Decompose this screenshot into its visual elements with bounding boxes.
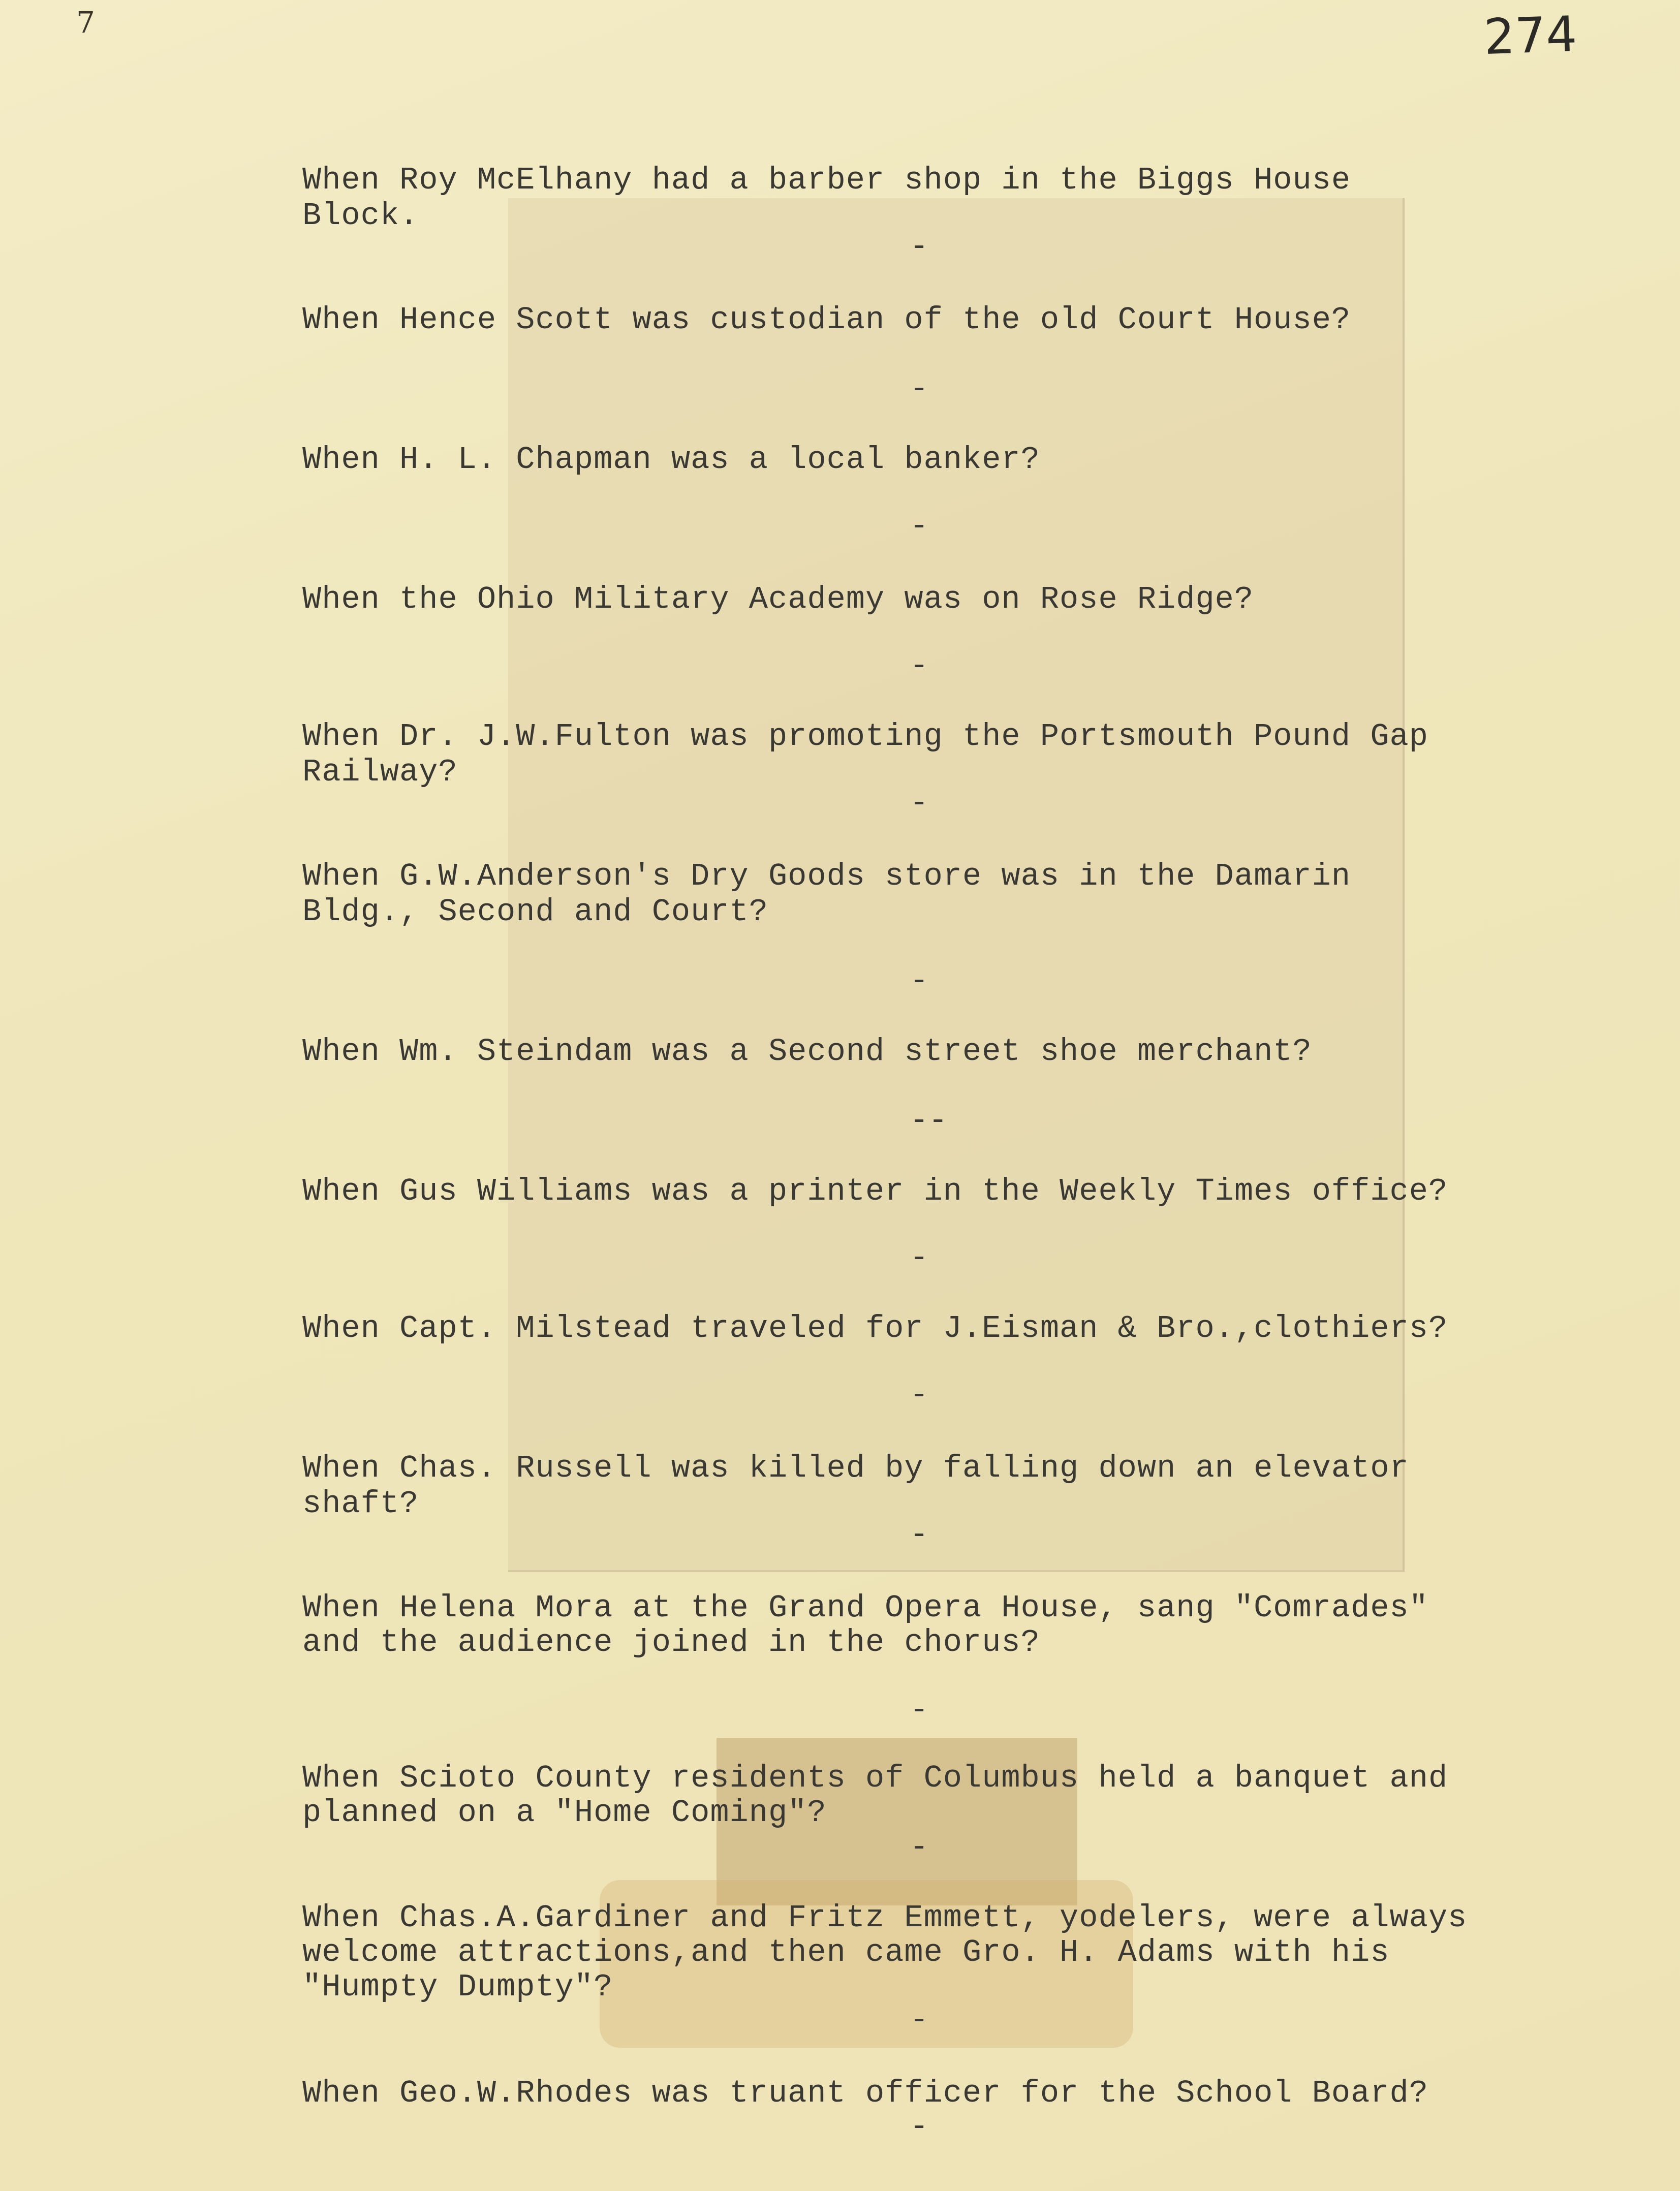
entry-line: When Capt. Milstead traveled for J.Eisman & Bro.,clothiers? — [302, 1310, 1448, 1347]
entry-line: When Dr. J.W.Fulton was promoting the Portsmouth Pound Gap — [302, 718, 1428, 755]
entry-separator: - — [910, 648, 929, 684]
corner-number: 7 — [76, 5, 95, 40]
entry-line: When H. L. Chapman was a local banker? — [302, 442, 1040, 478]
entry-line: welcome attractions,and then came Gro. H. Adams with his — [302, 1934, 1390, 1970]
entry-line: When G.W.Anderson's Dry Goods store was in the Damarin — [302, 858, 1351, 894]
entry-line: When Scioto County residents of Columbus held a banquet and — [302, 1760, 1448, 1796]
entry-line: Bldg., Second and Court? — [302, 894, 768, 930]
entry-separator: - — [910, 1517, 929, 1553]
entry-line: Block. — [302, 198, 419, 234]
entry-line: When Roy McElhany had a barber shop in the Biggs House — [302, 162, 1351, 198]
entry-separator: - — [910, 371, 929, 407]
entry-line: When Helena Mora at the Grand Opera House, sang "Comrades" — [302, 1590, 1428, 1626]
entry-separator: - — [910, 2002, 929, 2038]
entry-line: and the audience joined in the chorus? — [302, 1624, 1040, 1661]
entry-separator: - — [910, 1240, 929, 1276]
entry-separator: - — [910, 1377, 929, 1413]
entry-separator: - — [910, 1829, 929, 1865]
entry-separator: - — [910, 1692, 929, 1728]
entry-line: When the Ohio Military Academy was on Rose Ridge? — [302, 581, 1254, 617]
entry-line: When Geo.W.Rhodes was truant officer for the School Board? — [302, 2075, 1428, 2111]
entry-line: "Humpty Dumpty"? — [302, 1969, 613, 2005]
entry-line: When Gus Williams was a printer in the Weekly Times office? — [302, 1173, 1448, 1209]
entry-line: planned on a "Home Coming"? — [302, 1795, 827, 1831]
entry-separator: - — [910, 785, 929, 821]
entry-line: shaft? — [302, 1486, 419, 1522]
entry-line: When Hence Scott was custodian of the old Court House? — [302, 302, 1351, 338]
entry-line: Railway? — [302, 754, 458, 790]
entry-line: When Chas.A.Gardiner and Fritz Emmett, yodelers, were always — [302, 1900, 1468, 1936]
entry-separator: -- — [910, 1103, 948, 1139]
entry-line: When Wm. Steindam was a Second street shoe merchant? — [302, 1034, 1312, 1070]
entry-line: When Chas. Russell was killed by falling down an elevator — [302, 1450, 1409, 1486]
page-number: 274 — [1483, 5, 1578, 66]
entry-separator: - — [910, 963, 929, 999]
entry-separator: - — [910, 2109, 929, 2145]
entry-separator: - — [910, 229, 929, 265]
entry-separator: - — [910, 508, 929, 544]
